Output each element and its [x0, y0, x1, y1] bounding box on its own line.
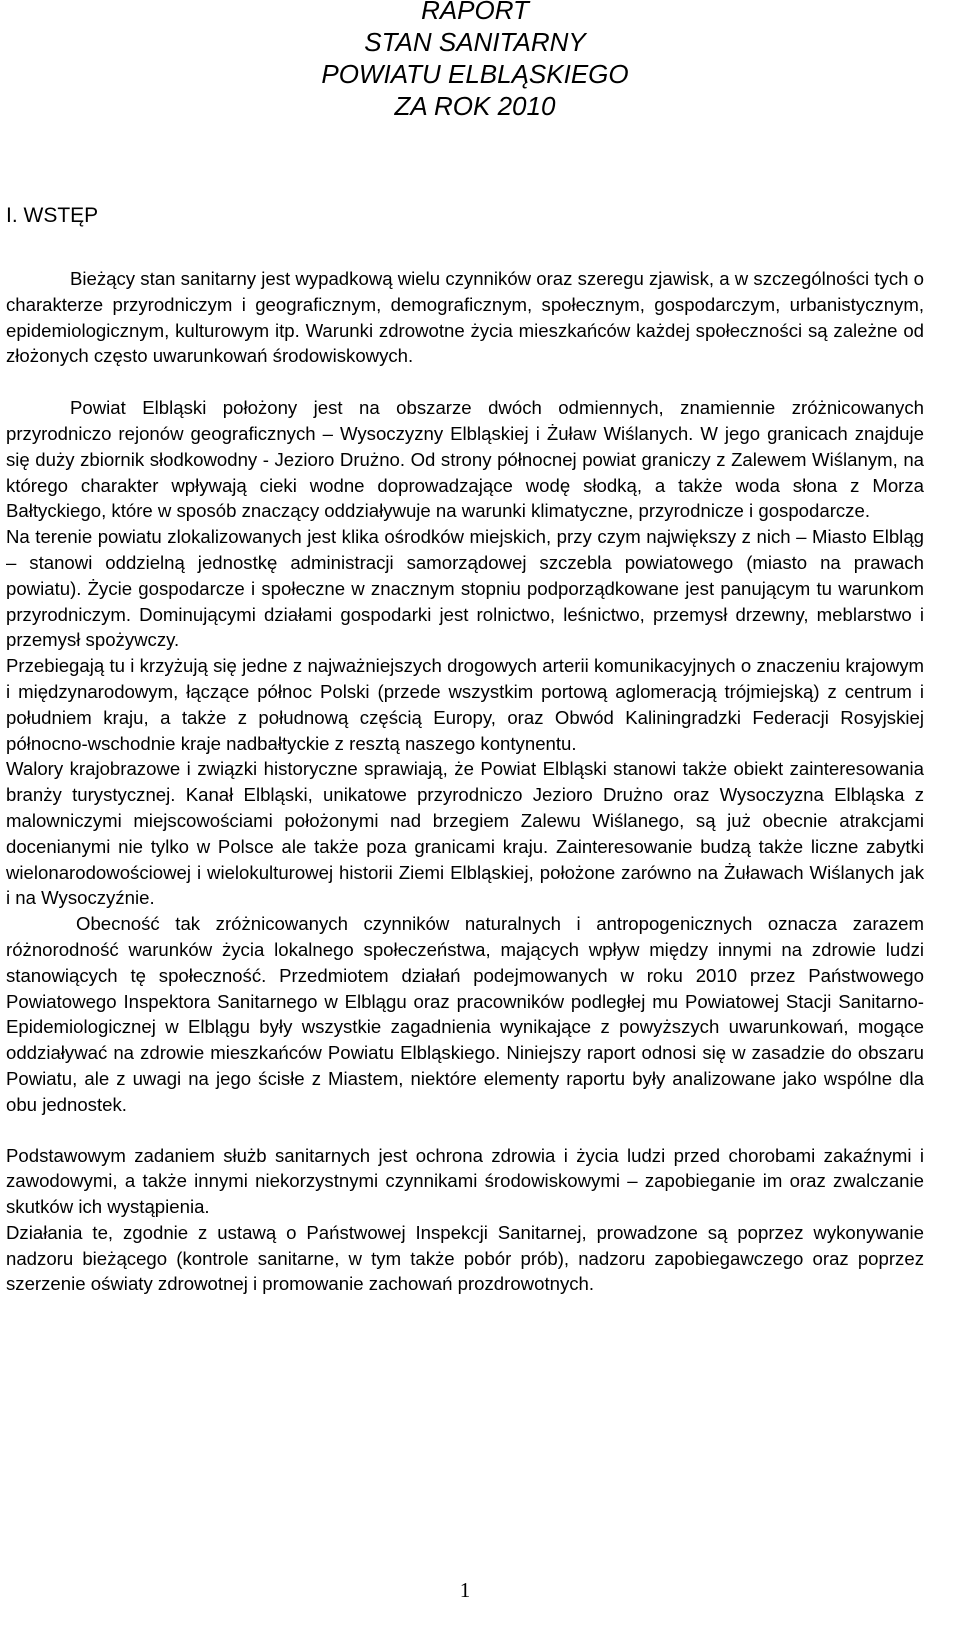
paragraph-6: Obecność tak zróżnicowanych czynników naturalnych i antropogenicznych oznacza zarazem różnorodność warunków życia lokalnego społeczeństwa, mających wpływ między innymi na zdrowie ludzi stanowiących tę społeczność. Przedmiotem działań podejmowanych w roku 2010 przez Państwowego Powiatowego Inspektora Sanitarnego w Elblągu oraz pracowników podległej mu Powiatowej Stacji Sanitarno-Epidemiologicznej w Elblągu były wszystkie zagadnienia wynikające z powyższych uwarunkowań, mogące oddziaływać na zdrowie mieszkańców Powiatu Elbląskiego. Niniejszy raport odnosi się w zasadzie do obszaru Powiatu, ale z uwagi na jego ścisłe z Miastem, niektóre elementy raportu były analizowane jako wspólne dla obu jednostek. [6, 913, 924, 1115]
paragraph-1: Bieżący stan sanitarny jest wypadkową wielu czynników oraz szeregu zjawisk, a w szczególności tych o charakterze przyrodniczym i geograficznym, demograficznym, społecznym, gospodarczym, urbanistycznym, epidemiologicznym, kulturowym itp. Warunki zdrowotne życia mieszkańców każdej społeczności są zależne od złożonych często uwarunkowań środowiskowych. [6, 268, 924, 367]
title-line-3: POWIATU ELBLĄSKIEGO [321, 59, 629, 89]
document-page [6, 0, 924, 1297]
title-line-4: ZA ROK 2010 [394, 91, 556, 121]
title-line-1: RAPORT [421, 0, 529, 25]
section-heading: I. WSTĘP [6, 204, 99, 227]
paragraph-5: Walory krajobrazowe i związki historyczne sprawiają, że Powiat Elbląski stanowi także obiekt zainteresowania branży turystycznej. Kanał Elbląski, unikatowe przyrodniczo Jezioro Drużno oraz Wysoczyzna Elbląska z malowniczymi miejscowościami położonymi nad brzegiem Zalewu Wiślanego, są już obecnie atrakcjami docenianymi nie tylko w Polsce ale także poza granicami kraju. Zainteresowanie budzą także liczne zabytki wielonarodowościowej i wielokulturowej historii Ziemi Elbląskiej, położone zarówno na Żuławach Wiślanych jak i na Wysoczyźnie. [6, 758, 924, 909]
body-text [6, 266, 924, 1297]
paragraph-2: Powiat Elbląski położony jest na obszarze dwóch odmiennych, znamiennie zróżnicowanych przyrodniczo rejonów geograficznych – Wysoczyzny Elbląskiej i Żuław Wiślanych. W jego granicach znajduje się duży zbiornik słodkowodny - Jezioro Drużno. Od strony północnej powiat graniczy z Zalewem Wiślanym, na którego charakter wpływają cieki wodne doprowadzające wodę słodką, a także woda słona z Morza Bałtyckiego, które w sposób znaczący oddziaływuje na warunki klimatyczne, przyrodnicze i gospodarcze. [6, 397, 924, 522]
paragraph-7: Podstawowym zadaniem służb sanitarnych jest ochrona zdrowia i życia ludzi przed chorobami zakaźnymi i zawodowymi, a także innymi niekorzystnymi czynnikami środowiskowymi – zapobieganie im oraz zwalczanie skutków ich wystąpienia. [6, 1144, 924, 1218]
paragraph-4: Przebiegają tu i krzyżują się jedne z najważniejszych drogowych arterii komunikacyjnych o znaczeniu krajowym i międzynarodowym, łączące północ Polski (przede wszystkim portową aglomeracją trójmiejską) z centrum i południem kraju, a także z połudnową częścią Europy, oraz Obwód Kaliningradzki Federacji Rosyjskiej północno-wschodnie kraje nadbałtyckie z resztą naszego kontynentu. [6, 655, 924, 754]
paragraph-8: Działania te, zgodnie z ustawą o Państwowej Inspekcji Sanitarnej, prowadzone są poprzez wykonywanie nadzoru bieżącego (kontrole sanitarne, w tym także pobór prób), nadzoru zapobiegawczego oraz poprzez szerzenie oświaty zdrowotnej i promowanie zachowań prozdrowotnych. [6, 1221, 924, 1295]
title-line-2: STAN SANITARNY [364, 27, 586, 57]
paragraph-3: Na terenie powiatu zlokalizowanych jest klika ośrodków miejskich, przy czym największy z nich – Miasto Elbląg – stanowi oddzielną jednostkę administracji samorządowej szczebla powiatowego (miasto na prawach powiatu). Życie gospodarcze i społeczne w znacznym stopniu podporządkowane jest panującym tu warunkom przyrodniczym. Dominującymi działami gospodarki jest rolnictwo, leśnictwo, przemysł drzewny, meblarstwo i przemysł spożywczy. [6, 526, 924, 651]
page-number: 1 [459, 1578, 471, 1602]
report-title [6, 0, 924, 122]
